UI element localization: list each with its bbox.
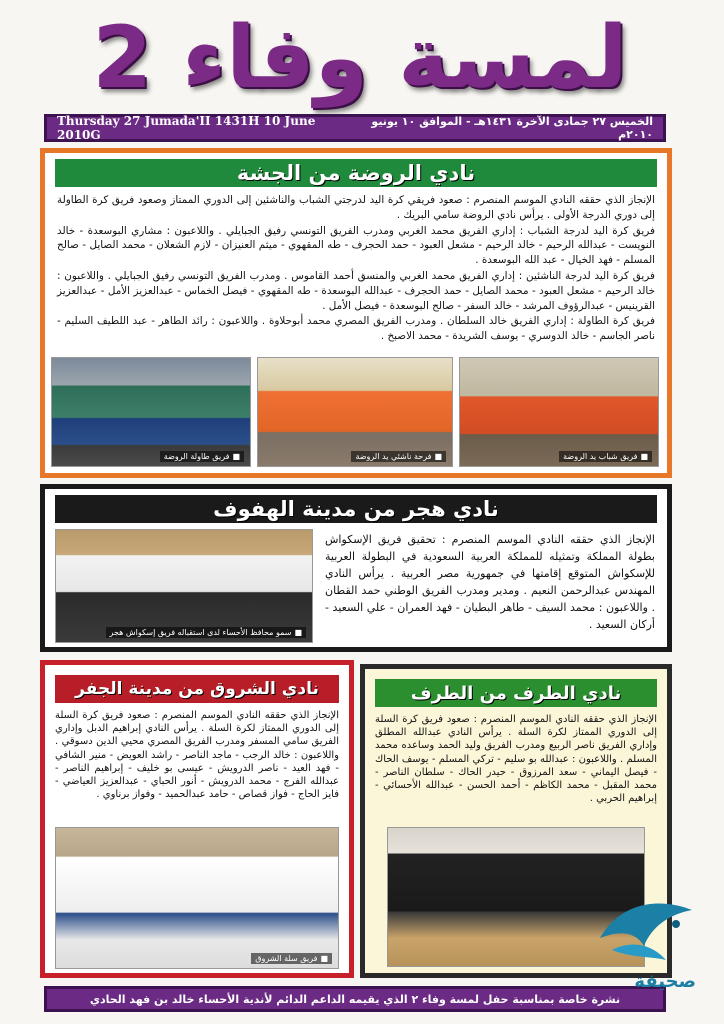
paragraph: الإنجاز الذي حققه النادي الموسم المنصرم : صعود فريق كرة السلة إلى الدوري الممتاز لكرة السلة . يرأس النادي إبراهيم الدبل وإداري الفريق سامي المسفر ومدرب الفريق المصري محيي الدين دسوقي . واللاعبون : خالد الرجب - ماجد الناصر - راشد العويض - منير الشافي - فهد العيد - ناصر الدرويش - عيسى بو خليف - إبراهيم الناصر - عبدالله الفرج - محمد الدرويش - أنور الحباي - عبدالعزيز العياضي - فايز الحاج - فواز قصاص - حامد عبدالحميد - وفواز برناوي . <box>55 710 339 801</box>
paragraph: فريق كرة اليد لدرجة الشباب : إداري الفريق محمد الغربي ومدرب الفريق التونسي رفيق الجبايلي . واللاعبون : مشاري البوسعدة - خالد النويست - عبدالله الرحيم - خالد الرحيم - مشعل العبود - حمد الحجرف - طه المقهوي - ميثم العنيزان - لازم الشعلان - محمد الصايل - صالح المسلم - فهد الخيال - عبد الله البوسعدة . <box>57 224 655 267</box>
photo-rawda-table-tennis <box>51 357 251 467</box>
section-rawda-title-text: نادي الروضة من الجشة <box>236 161 476 185</box>
footer-text: نشرة خاصة بمناسبة حفل لمسة وفاء ٢ الذي يقيمه الداعم الدائم لأندية الأحساء خالد بن فهد الحادي <box>89 992 621 1006</box>
dateline-english: Thursday 27 Jumada'II 1431H 10 June 2010G <box>57 114 316 142</box>
section-shurooq-body <box>55 709 339 827</box>
watermark-logo <box>582 880 702 1000</box>
footer-bar <box>44 986 666 1012</box>
masthead-title: لمسة وفاء 2 <box>92 8 628 108</box>
photo-caption: ■ فريق طاولة الروضة <box>160 451 244 462</box>
paragraph: الإنجاز الذي حققه النادي الموسم المنصرم : صعود فريقي كرة اليد لدرجتي الشباب والناشئين إلى الدوري الممتاز وصعود فريق كرة الطاولة إلى دوري الدرجة الأولى . يرأس نادي الروضة سامي البريك . <box>57 194 655 221</box>
section-taraf-title-text: نادي الطرف من الطرف <box>410 682 622 704</box>
photo-caption: ■ سمو محافظ الأحساء لدى استقباله فريق إسكواش هجر <box>106 627 306 638</box>
paragraph: فريق كرة الطاولة : إداري الفريق خالد السلطان . ومدرب الفريق المصري محمد أبوحلاوة . واللاعبون : رائد الطاهر - عبد اللطيف السليم - ناصر الجاسم - خالد الدوسري - يوسف الشريدة - محمد الاصبخ . <box>57 315 655 343</box>
section-shurooq-title <box>55 675 339 703</box>
paragraph: الإنجاز الذي حققه النادي الموسم المنصرم : صعود فريق كرة السلة إلى الدوري الممتاز لكرة السلة . يرأس النادي عبدالله المطلق وإداري الفريق ناصر الربيع ومدرب الفريق وليد الحمد وساعده محمد المسلم . واللاعبون : عبدالله بو سليم - تركي المسلم - يوسف الحاك - فيصل اليماني - سعد المرزوق - حيدر الحاك - سلطان الناصر - محمد المقبل - محمد الكاظم - أحمد الحسن - عبدالله الأحسائي - إبراهيم الحربي . <box>375 714 657 805</box>
section-taraf-body <box>375 713 657 823</box>
photo-rawda-juniors-handball <box>257 357 453 467</box>
photo-hajar-squash-team <box>55 529 313 643</box>
section-shurooq-title-text: نادي الشروق من مدينة الجفر <box>75 679 319 699</box>
section-rawda-body <box>57 193 655 353</box>
paragraph: فريق كرة اليد لدرجة الناشئين : إداري الفريق محمد الغربي والمنسق أحمد القاموس . ومدرب الفريق التونسي رفيق الجبايلي . واللاعبون : خالد الرحيم - مشعل العبود - محمد الصايل - حمد الحجرف - عبدالله البوسعدة - طه المقهوي - فيصل الخماس - عبدالعزيز الأمل - عبدالعزيز القرينيس - عبدالرؤوف المرشد - خالد السفر - صالح البوسعدة - فيصل الأمل . <box>57 269 655 312</box>
section-rawda <box>40 148 672 478</box>
section-taraf-title <box>375 679 657 707</box>
section-hajar-title <box>55 495 657 523</box>
masthead-logo <box>50 6 670 110</box>
watermark-text: صحيفة <box>634 971 696 992</box>
dateline-bar <box>44 114 666 142</box>
dateline-arabic: الخميس ٢٧ جمادى الآخرة ١٤٣١هـ - الموافق ١٠ يونيو ٢٠١٠م <box>371 115 653 141</box>
photo-caption: ■ فرحة ناشئي يد الروضة <box>351 451 446 462</box>
photo-rawda-youth-handball <box>459 357 659 467</box>
section-shurooq <box>40 660 354 978</box>
photo-caption: ■ فريق سلة الشروق <box>251 953 332 964</box>
section-hajar-body <box>325 531 655 643</box>
section-hajar-title-text: نادي هجر من مدينة الهفوف <box>213 497 499 521</box>
photo-shurooq-basketball-team <box>55 827 339 969</box>
section-hajar <box>40 484 672 652</box>
paragraph: الإنجاز الذي حققه النادي الموسم المنصرم : تحقيق فريق الإسكواش بطولة المملكة وتمثيله للمملكة العربية السعودية في البطولة العربية للإسكواش المتوقع إقامتها في جمهورية مصر العربية . يرأس النادي المهندس عبدالرحمن النعيم . ومدير ومدرب الفريق الوطني حمد القطان . واللاعبون : محمد السيف - طاهر البطيان - فهد العمران - علي السعيد - أركان السعيد . <box>325 533 655 631</box>
section-rawda-title <box>55 159 657 187</box>
photo-caption: ■ فريق شباب يد الروضة <box>559 451 652 462</box>
